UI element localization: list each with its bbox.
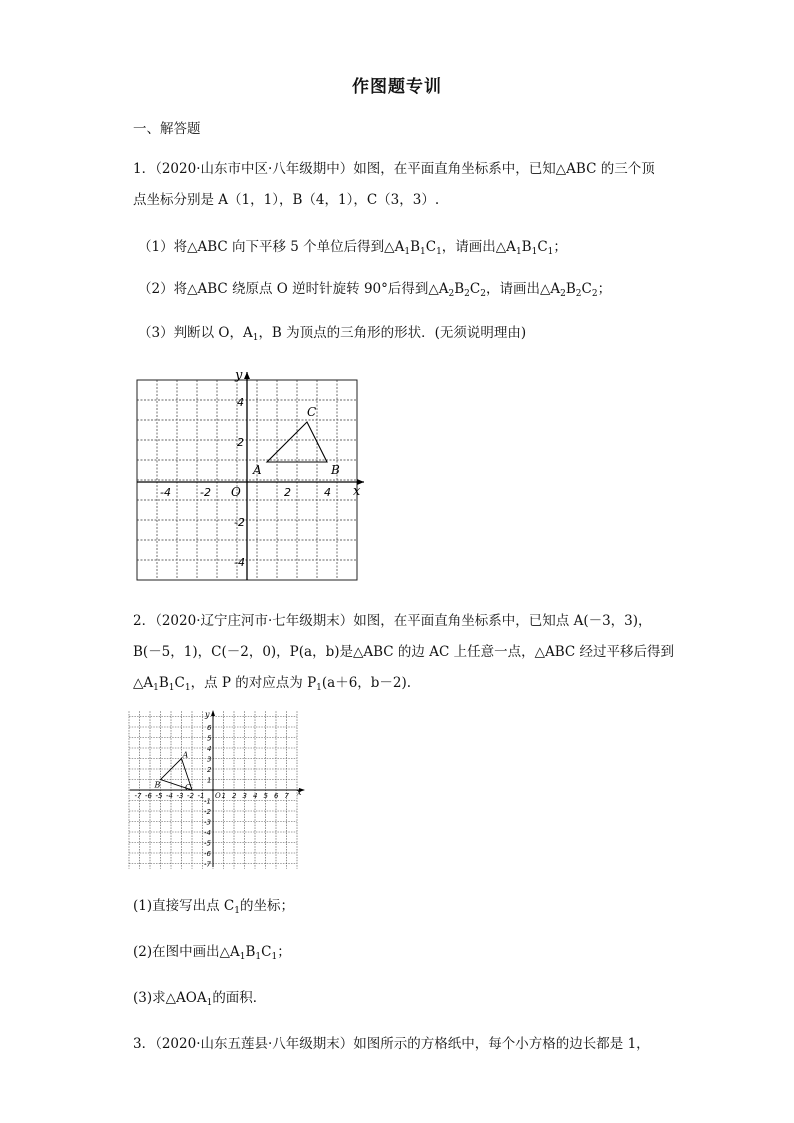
q2-x-tick: 1	[221, 792, 226, 800]
q3-line-1: 3．（2020·山东五莲县·八年级期末）如图所示的方格纸中，每个小方格的边长都是 1，	[133, 1036, 650, 1052]
q2-sub-3: (3)求$\triangle AOA_1$的面积．	[133, 990, 267, 1008]
q2-y-label: y	[205, 710, 210, 719]
q2-y-tick: 2	[207, 766, 212, 774]
q2-point-label-b: B	[154, 780, 161, 790]
q2-point-label-a: A	[182, 750, 189, 760]
q2-y-tick: 6	[207, 724, 212, 732]
q1-line-2: 点坐标分别是 A（1，1），B（4，1），C（3，3）.	[133, 192, 440, 208]
q2-x-tick: -2	[187, 792, 194, 800]
q2-line-2: B(－5，1)，C(－2，0)，P(a，b)是△ABC 的边 AC 上任意一点，△ABC 经过平移后得到	[133, 644, 674, 660]
q2-line-1: 2．（2020·辽宁庄河市·七年级期末）如图，在平面直角坐标系中，已知点 A(－3，3)，	[133, 613, 652, 629]
q2-x-tick: -3	[176, 792, 184, 800]
q1-y-tick: 4	[237, 396, 244, 409]
q1-triangle-abc	[267, 422, 327, 462]
q2-sub-1: (1)直接写出点 $C_1$的坐标；	[133, 898, 294, 916]
q2-x-tick: 5	[263, 792, 268, 800]
q1-x-label: x	[353, 484, 361, 499]
q1-x-tick: -2	[200, 486, 211, 499]
q2-y-tick: -1	[204, 797, 211, 806]
q1-y-tick: -4	[234, 556, 245, 569]
q2-y-tick: 3	[207, 755, 212, 764]
q2-y-tick: -3	[204, 818, 211, 827]
q2-y-tick: -6	[204, 850, 211, 858]
q1-origin-label: O	[231, 485, 241, 499]
q1-point-label-b: B	[331, 463, 340, 477]
q2-origin-label: O	[215, 792, 221, 800]
q1-part-3: （3）判断以 O，$A_1$，B 为顶点的三角形的形状．(无须说明理由)	[138, 325, 527, 343]
q1-point-label-a: A	[253, 463, 262, 477]
q1-y-arrow	[244, 372, 250, 379]
section-heading: 一、解答题	[133, 121, 201, 137]
q2-x-tick: 6	[274, 792, 279, 800]
q2-y-tick: 1	[207, 776, 212, 785]
q1-coordinate-figure	[130, 366, 370, 586]
q2-x-tick: -5	[155, 792, 163, 800]
q2-y-arrow	[211, 710, 215, 716]
q2-y-tick: -5	[204, 839, 211, 848]
q2-x-tick: 4	[253, 792, 258, 800]
q2-line-3: $\triangle A_1B_1C_1$，点 P 的对应点为 $P_1(a+6$，b－2).	[133, 675, 412, 693]
page-title: 作图题专训	[352, 77, 442, 97]
q2-y-tick: 4	[207, 745, 212, 753]
q1-part-1: （1）将△ABC 向下平移 5 个单位后得到$\triangle A_1B_1C_1$，请画出$\triangle A_1B_1C_1$；	[138, 239, 567, 257]
q1-y-label: y	[235, 368, 243, 383]
q2-x-label: x	[297, 788, 302, 797]
q2-y-tick: -4	[204, 829, 211, 837]
q2-x-tick: -6	[145, 792, 152, 800]
q1-line-1: 1．（2020·山东市中区·八年级期中）如图，在平面直角坐标系中，已知△ABC 的三个顶	[133, 161, 655, 177]
q2-y-tick: -7	[204, 860, 211, 869]
q1-y-tick: -2	[234, 516, 245, 529]
q2-x-tick: -7	[134, 792, 142, 800]
q1-x-tick: -4	[160, 486, 171, 499]
q2-x-tick: 2	[232, 792, 237, 800]
q2-x-tick: 7	[284, 792, 289, 800]
q2-y-tick: -2	[204, 808, 211, 816]
q2-point-label-c: C	[185, 783, 192, 792]
q2-sub-2: (2)在图中画出$\triangle A_1B_1C_1$；	[133, 944, 291, 962]
q1-x-tick: 4	[324, 486, 331, 499]
q1-y-tick: 2	[237, 436, 244, 449]
q1-part-2: （2）将△ABC 绕原点 O 逆时针旋转 90°后得到$\triangle A_2B_2C_2$，请画出$\triangle A_2B_2C_2$；	[138, 281, 612, 299]
q2-y-tick: 5	[207, 734, 212, 743]
q2-coordinate-figure	[128, 707, 313, 872]
q1-x-tick: 2	[284, 486, 291, 499]
q2-x-tick: -4	[166, 792, 173, 800]
q2-x-tick: 3	[242, 792, 247, 800]
q1-point-label-c: C	[307, 405, 317, 419]
q2-x-tick: -1	[197, 792, 205, 800]
